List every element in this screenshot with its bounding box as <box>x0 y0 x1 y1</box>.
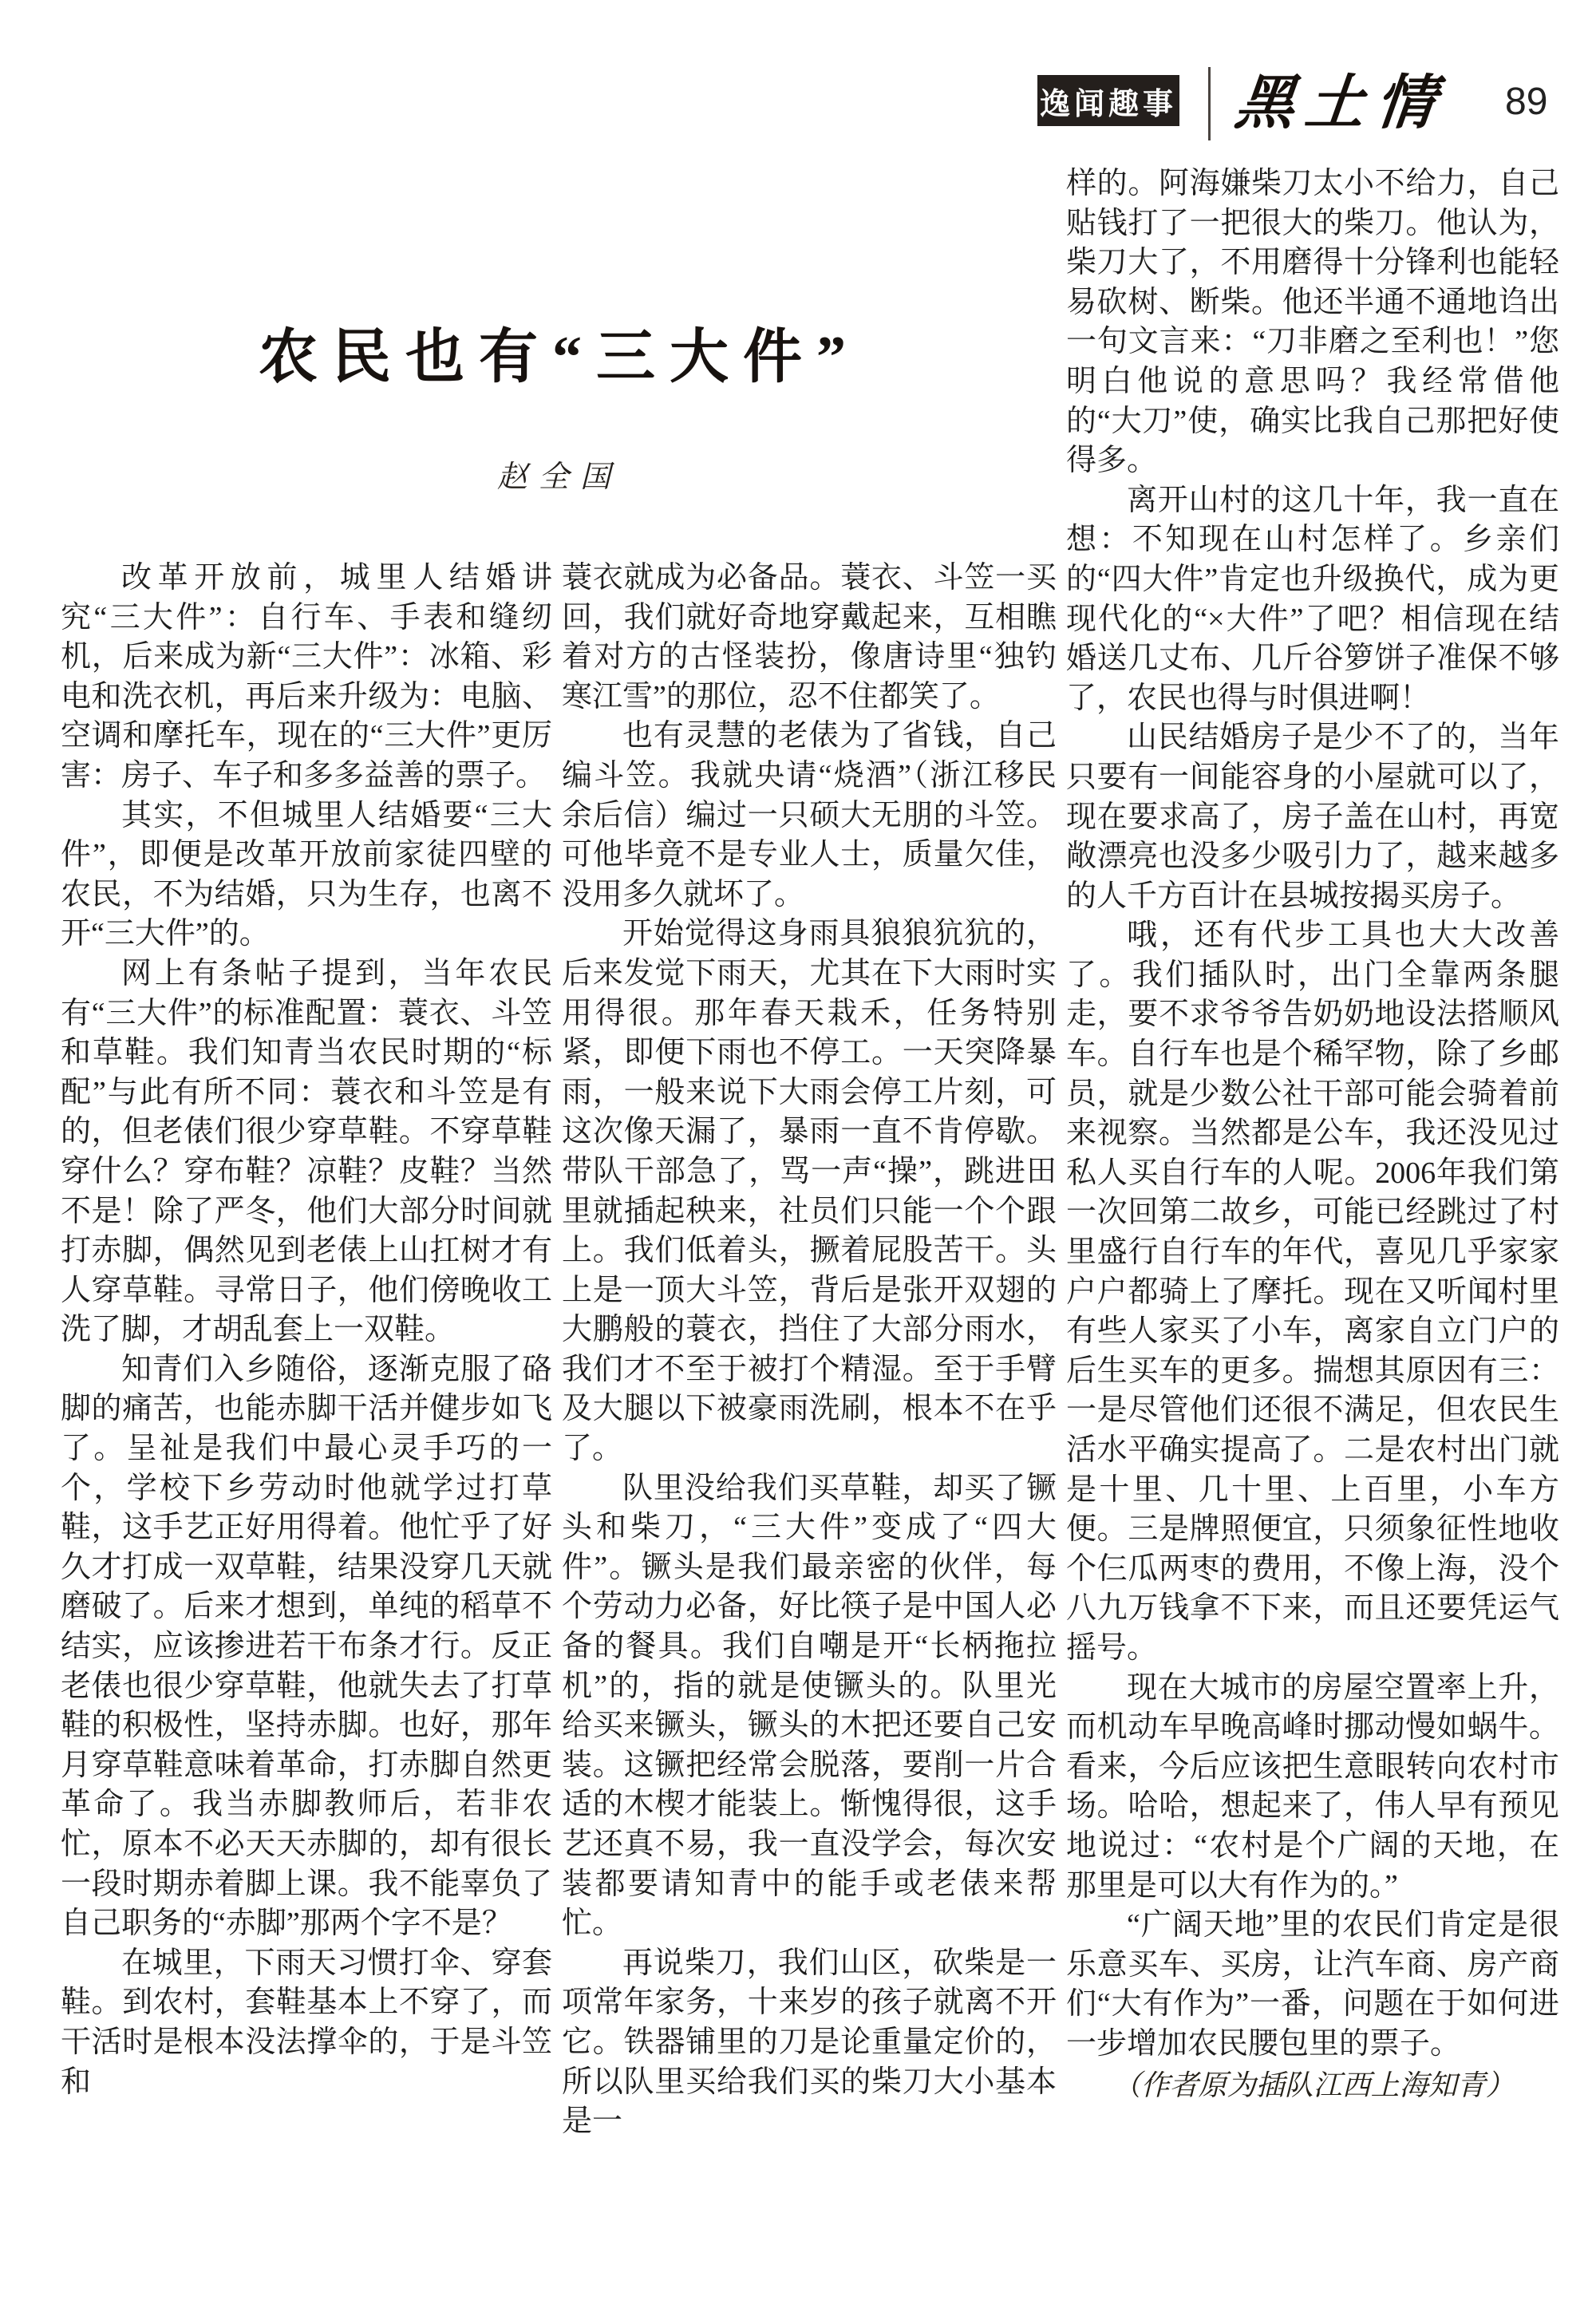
header-divider <box>1208 67 1211 140</box>
author-note: （作者原为插队江西上海知青） <box>1112 2069 1515 2101</box>
paragraph: 改革开放前，城里人结婚讲究“三大件”：自行车、手表和缝纫机，后来成为新“三大件”：冰箱、彩电和洗衣机，再后来升级为：电脑、空调和摩托车，现在的“三大件”更厉害：房子、车子和多多益善的票子。 <box>61 561 552 792</box>
paragraph: 开始觉得这身雨具狼狼犺犺的，后来发觉下雨天，尤其在下大雨时实用得很。那年春天栽禾，任务特别紧，即便下雨也不停工。一天突降暴雨，一般来说下大雨会停工片刻，可这次像天漏了，暴雨一直不肯停歇。带队干部急了，骂一声“操”，跳进田里就插起秧来，社员们只能一个个跟上。我们低着头，撅着屁股苦干。头上是一顶大斗笠，背后是张开双翅的大鹏般的蓑衣，挡住了大部分雨水，我们才不至于被打个精湿。至于手臂及大腿以下被豪雨洗刷，根本不在乎了。 <box>562 917 1057 1466</box>
title-block <box>61 310 1058 496</box>
section-badge <box>1037 75 1179 126</box>
article-title: 农民也有“三大件” <box>259 325 860 390</box>
paragraph: 离开山村的这几十年，我一直在想：不知现在山村怎样了。乡亲们的“四大件”肯定也升级换代，成为更现代化的“×大件”了吧？相信现在结婚送几丈布、几斤谷箩饼子准保不够了，农民也得与时俱进啊！ <box>1066 483 1559 715</box>
text-column-3 <box>1066 164 1559 2105</box>
paragraph: 知青们入乡随俗，逐渐克服了硌脚的痛苦，也能赤脚干活并健步如飞了。呈祉是我们中最心灵手巧的一个，学校下乡劳动时他就学过打草鞋，这手艺正好用得着。他忙乎了好久才打成一双草鞋，结果没穿几天就磨破了。后来才想到，单纯的稻草不结实，应该掺进若干布条才行。反正老俵也很少穿草鞋，他就失去了打草鞋的积极性，坚持赤脚。也好，那年月穿草鞋意味着革命，打赤脚自然更革命了。我当赤脚教师后，若非农忙，原本不必天天赤脚的，却有很长一段时期赤着脚上课。我不能辜负了自己职务的“赤脚”那两个字不是？ <box>61 1352 552 1941</box>
section-badge-label: 逸闻趣事 <box>1039 87 1177 121</box>
paragraph: 队里没给我们买草鞋，却买了镢头和柴刀，“三大件”变成了“四大件”。镢头是我们最亲密的伙伴，每个劳动力必备，好比筷子是中国人必备的餐具。我们自嘲是开“长柄拖拉机”的，指的就是使镢头的。队里光给买来镢头，镢头的木把还要自己安装。这镢把经常会脱落，要削一片合适的木楔才能装上。惭愧得很，这手艺还真不易，我一直没学会，每次安装都要请知青中的能手或老俵来帮忙。 <box>562 1471 1057 1941</box>
magazine-logo: 黑土情 <box>1231 71 1450 136</box>
article-author: 赵全国 <box>496 460 622 494</box>
paragraph: 蓑衣就成为必备品。蓑衣、斗笠一买回，我们就好奇地穿戴起来，互相瞧着对方的古怪装扮，像唐诗里“独钓寒江雪”的那位，忍不住都笑了。 <box>562 561 1057 713</box>
paragraph: 网上有条帖子提到，当年农民有“三大件”的标准配置：蓑衣、斗笠和草鞋。我们知青当农民时期的“标配”与此有所不同：蓑衣和斗笠是有的，但老俵们很少穿草鞋。不穿草鞋穿什么？穿布鞋？凉鞋？皮鞋？当然不是！除了严冬，他们大部分时间就打赤脚，偶然见到老俵上山扛树才有人穿草鞋。寻常日子，他们傍晚收工洗了脚，才胡乱套上一双鞋。 <box>61 956 552 1347</box>
text-column-1 <box>61 559 552 2102</box>
page-number: 89 <box>1505 81 1548 123</box>
paragraph: 其实，不但城里人结婚要“三大件”，即便是改革开放前家徒四壁的农民，不为结婚，只为生存，也离不开“三大件”的。 <box>61 798 552 951</box>
paragraph: 再说柴刀，我们山区，砍柴是一项常年家务，十来岁的孩子就离不开它。铁器铺里的刀是论重量定价的，所以队里买给我们买的柴刀大小基本是一 <box>562 1946 1057 2139</box>
paragraph: 样的。阿海嫌柴刀太小不给力，自己贴钱打了一把很大的柴刀。他认为，柴刀大了，不用磨得十分锋利也能轻易砍树、断柴。他还半通不通地诌出一句文言来：“刀非磨之至利也！”您明白他说的意思吗？我经常借他的“大刀”使，确实比我自己那把好使得多。 <box>1066 167 1559 478</box>
paragraph: 也有灵慧的老俵为了省钱，自己编斗笠。我就央请“烧酒”（浙江移民余后信）编过一只硕大无朋的斗笠。可他毕竟不是专业人士，质量欠佳，没用多久就坏了。 <box>562 719 1057 911</box>
paragraph: 在城里，下雨天习惯打伞、穿套鞋。到农村，套鞋基本上不穿了，而干活时是根本没法撑伞的，于是斗笠和 <box>61 1946 552 2099</box>
paragraph: “广阔天地”里的农民们肯定是很乐意买车、买房，让汽车商、房产商们“大有作为”一番，问题在于如何进一步增加农民腰包里的票子。 <box>1066 1908 1559 2061</box>
paragraph: 山民结婚房子是少不了的，当年只要有一间能容身的小屋就可以了，现在要求高了，房子盖在山村，再宽敞漂亮也没多少吸引力了，越来越多的人千方百计在县城按揭买房子。 <box>1066 721 1559 913</box>
text-column-2 <box>562 559 1057 2142</box>
paragraph: 哦，还有代步工具也大大改善了。我们插队时，出门全靠两条腿走，要不求爷爷告奶奶地设法搭顺风车。自行车也是个稀罕物，除了乡邮员，就是少数公社干部可能会骑着前来视察。当然都是公车，我还没见过私人买自行车的人呢。2006年我们第一次回第二故乡，可能已经跳过了村里盛行自行车的年代，喜见几乎家家户户都骑上了摩托。现在又听闻村里有些人家买了小车，离家自立门户的后生买车的更多。揣想其原因有三：一是尽管他们还很不满足，但农民生活水平确实提高了。二是农村出门就是十里、几十里、上百里，小车方便。三是牌照便宜，只须象征性地收个仨瓜两枣的费用，不像上海，没个八九万钱拿不下来，而且还要凭运气摇号。 <box>1066 919 1559 1665</box>
paragraph: 现在大城市的房屋空置率上升，而机动车早晚高峰时挪动慢如蜗牛。看来，今后应该把生意眼转向农村市场。哈哈，想起来了，伟人早有预见地说过：“农村是个广阔的天地，在那里是可以大有作为的。” <box>1066 1670 1559 1903</box>
